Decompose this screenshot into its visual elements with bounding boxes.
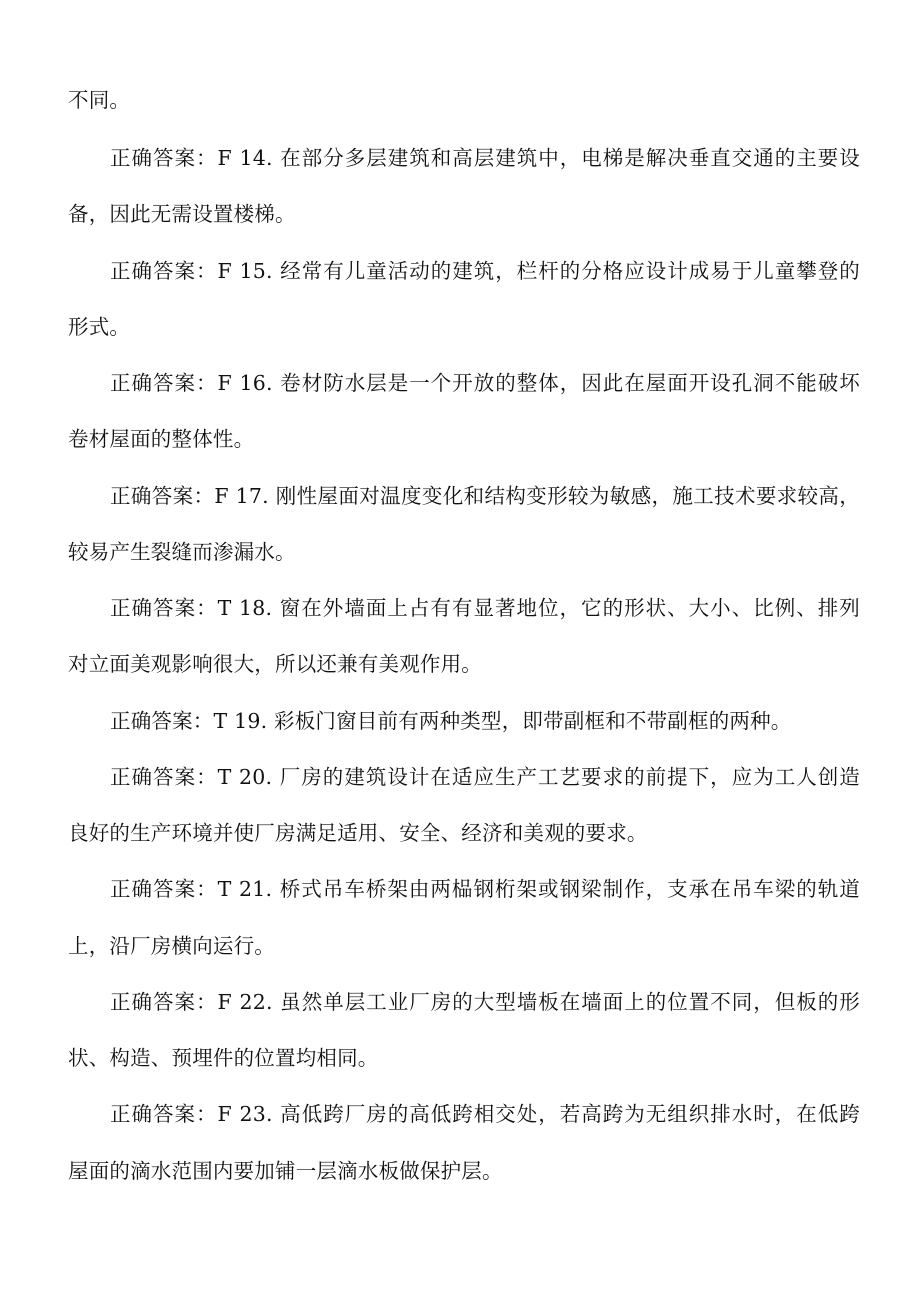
text-line: 上，沿厂房横向运行。 [68, 934, 275, 958]
text-line: 正确答案：F 23. 高低跨厂房的高低跨相交处，若高跨为无组织排水时，在低跨 [110, 1102, 860, 1126]
text-line: 正确答案：F 16. 卷材防水层是一个开放的整体，因此在屋面开设孔洞不能破坏 [110, 371, 860, 395]
text-line: 不同。 [68, 88, 131, 112]
text-line: 对立面美观影响很大，所以还兼有美观作用。 [68, 652, 482, 676]
text-line: 状、构造、预埋件的位置均相同。 [68, 1046, 379, 1070]
text-line: 屋面的滴水范围内要加铺一层滴水板做保护层。 [68, 1159, 503, 1183]
text-line: 备，因此无需设置楼梯。 [68, 202, 296, 226]
text-line: 正确答案：T 20. 厂房的建筑设计在适应生产工艺要求的前提下，应为工人创造 [110, 765, 860, 789]
text-line: 正确答案：T 19. 彩板门窗目前有两种类型，即带副框和不带副框的两种。 [110, 709, 792, 733]
text-line: 正确答案：F 22. 虽然单层工业厂房的大型墙板在墙面上的位置不同，但板的形 [110, 990, 860, 1014]
text-line: 卷材屋面的整体性。 [68, 427, 255, 451]
text-line: 较易产生裂缝而渗漏水。 [68, 540, 296, 564]
text-line: 形式。 [68, 315, 131, 339]
text-line: 正确答案：T 21. 桥式吊车桥架由两榀钢桁架或钢梁制作，支承在吊车梁的轨道 [110, 877, 860, 901]
text-line: 正确答案：F 14. 在部分多层建筑和高层建筑中，电梯是解决垂直交通的主要设 [110, 146, 860, 170]
text-line: 正确答案：T 18. 窗在外墙面上占有有显著地位，它的形状、大小、比例、排列 [110, 596, 860, 620]
text-line: 正确答案：F 17. 刚性屋面对温度变化和结构变形较为敏感，施工技术要求较高， [110, 484, 860, 508]
text-line: 正确答案：F 15. 经常有儿童活动的建筑，栏杆的分格应设计成易于儿童攀登的 [110, 259, 860, 283]
text-line: 良好的生产环境并使厂房满足适用、安全、经济和美观的要求。 [68, 821, 648, 845]
